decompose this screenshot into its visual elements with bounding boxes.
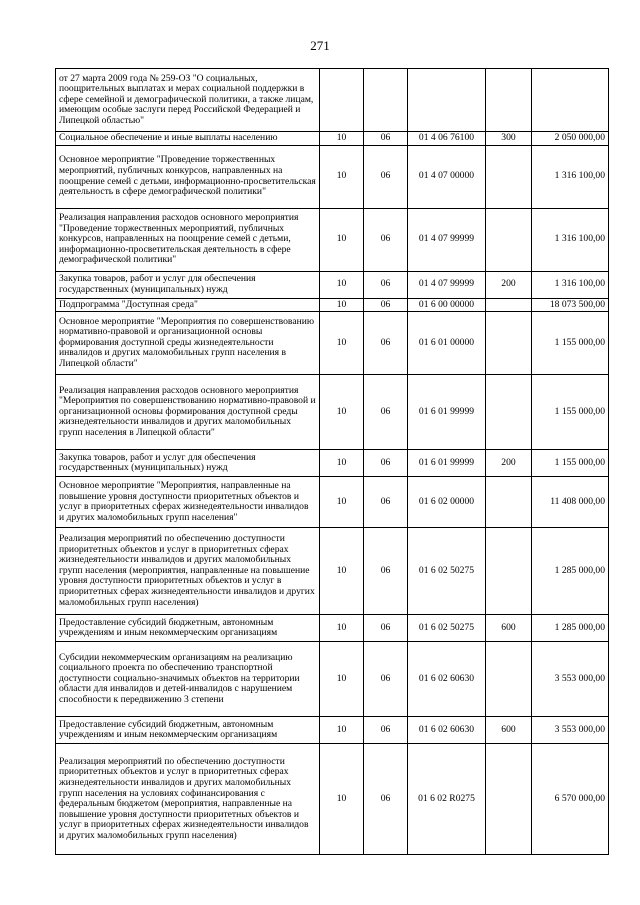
row-name-cell: Реализация мероприятий по обеспечению доступности приоритетных объектов и услуг в приоритетных сферах жизнедеятельности инвалидов и других маломобильных групп населения (мероприятия, направленные на повышение уровня доступности приоритетных объектов и услуг в приоритетных сферах жизнедеятельности инвалидов и других маломобильных групп населения) [56,528,320,615]
target-code-cell: 01 6 02 00000 [408,477,486,528]
section-cell: 10 [320,298,364,312]
amount-cell: 1 316 100,00 [532,208,609,271]
row-name-cell: Закупка товаров, работ и услуг для обеспечения государственных (муниципальных) нужд [56,450,320,477]
subsection-cell: 06 [364,271,408,298]
target-code-cell: 01 6 01 99999 [408,375,486,450]
expense-type-cell: 200 [486,450,532,477]
amount-cell: 1 285 000,00 [532,528,609,615]
table-row [56,642,609,717]
section-cell: 10 [320,477,364,528]
subsection-cell: 06 [364,744,408,855]
target-code-cell: 01 4 07 00000 [408,145,486,208]
target-code-cell: 01 6 02 50275 [408,615,486,642]
table-row [56,477,609,528]
target-code-cell: 01 6 02 50275 [408,528,486,615]
expense-type-cell [486,312,532,375]
section-cell: 10 [320,271,364,298]
amount-cell: 6 570 000,00 [532,744,609,855]
expense-type-cell [486,375,532,450]
amount-cell: 1 285 000,00 [532,615,609,642]
row-name-cell: Основное мероприятие "Мероприятия по совершенствованию нормативно-правовой и организационной основы формирования доступной среды жизнедеятельности инвалидов и других маломобильных групп населения в Липецкой области" [56,312,320,375]
target-code-cell: 01 6 02 R0275 [408,744,486,855]
section-cell: 10 [320,528,364,615]
section-cell [320,69,364,132]
amount-cell: 2 050 000,00 [532,132,609,146]
section-cell: 10 [320,145,364,208]
section-cell: 10 [320,717,364,744]
expense-type-cell: 300 [486,132,532,146]
expense-type-cell [486,642,532,717]
subsection-cell [364,69,408,132]
table-row [56,450,609,477]
table-row [56,744,609,855]
expense-type-cell [486,145,532,208]
section-cell: 10 [320,615,364,642]
row-name-cell: Основное мероприятие "Проведение торжественных мероприятий, публичных конкурсов, направленных на поощрение семей с детьми, информационно-просветительская деятельность в сфере демографической политики" [56,145,320,208]
row-name-cell: Реализация направления расходов основного мероприятия "Проведение торжественных мероприятий, публичных конкурсов, направленных на поощрение семей с детьми, информационно-просветительская деятельность в сфере демографической политики" [56,208,320,271]
expense-type-cell [486,69,532,132]
section-cell: 10 [320,132,364,146]
subsection-cell: 06 [364,477,408,528]
row-name-cell: Реализация направления расходов основного мероприятия "Мероприятия по совершенствованию нормативно-правовой и организационной основы формирования доступной среды жизнедеятельности инвалидов и других маломобильных групп населения в Липецкой области" [56,375,320,450]
expense-type-cell [486,208,532,271]
table-row [56,132,609,146]
budget-table [55,68,609,855]
row-name-cell: Предоставление субсидий бюджетным, автономным учреждениям и иным некоммерческим организациям [56,615,320,642]
subsection-cell: 06 [364,717,408,744]
amount-cell: 1 316 100,00 [532,271,609,298]
subsection-cell: 06 [364,298,408,312]
section-cell: 10 [320,642,364,717]
amount-cell: 11 408 000,00 [532,477,609,528]
subsection-cell: 06 [364,375,408,450]
subsection-cell: 06 [364,528,408,615]
target-code-cell [408,69,486,132]
expense-type-cell: 600 [486,717,532,744]
expense-type-cell [486,477,532,528]
target-code-cell: 01 6 01 00000 [408,312,486,375]
subsection-cell: 06 [364,208,408,271]
amount-cell: 18 073 500,00 [532,298,609,312]
expense-type-cell [486,528,532,615]
table-row [56,717,609,744]
table-row [56,69,609,132]
table-row [56,312,609,375]
expense-type-cell: 200 [486,271,532,298]
expense-type-cell [486,744,532,855]
amount-cell [532,69,609,132]
section-cell: 10 [320,312,364,375]
amount-cell: 1 316 100,00 [532,145,609,208]
target-code-cell: 01 6 00 00000 [408,298,486,312]
row-name-cell: Реализация мероприятий по обеспечению доступности приоритетных объектов и услуг в приоритетных сферах жизнедеятельности инвалидов и других маломобильных групп населения на условиях софинансирования с федеральным бюджетом (мероприятия, направленные на повышение уровня доступности приоритетных объектов и услуг в приоритетных сферах жизнедеятельности инвалидов и других маломобильных групп населения) [56,744,320,855]
amount-cell: 1 155 000,00 [532,450,609,477]
amount-cell: 3 553 000,00 [532,642,609,717]
expense-type-cell: 600 [486,615,532,642]
row-name-cell: Субсидии некоммерческим организациям на реализацию социального проекта по обеспечению транспортной доступности социально-значимых объектов на территории области для инвалидов и детей-инвалидов с нарушением способности к передвижению 3 степени [56,642,320,717]
subsection-cell: 06 [364,450,408,477]
section-cell: 10 [320,208,364,271]
row-name-cell: Основное мероприятие "Мероприятия, направленные на повышение уровня доступности приоритетных объектов и услуг в приоритетных сферах жизнедеятельности инвалидов и других маломобильных групп населения" [56,477,320,528]
row-name-cell: Закупка товаров, работ и услуг для обеспечения государственных (муниципальных) нужд [56,271,320,298]
table-row [56,145,609,208]
target-code-cell: 01 6 01 99999 [408,450,486,477]
page-number: 271 [310,38,330,53]
target-code-cell: 01 4 06 76100 [408,132,486,146]
section-cell: 10 [320,450,364,477]
row-name-cell: Подпрограмма "Доступная среда" [56,298,320,312]
section-cell: 10 [320,744,364,855]
row-name-cell: от 27 марта 2009 года № 259-ОЗ "О социальных, поощрительных выплатах и мерах социальной поддержки в сфере семейной и демографической политики, а также лицам, имеющим особые заслуги перед Российской Федерацией и Липецкой областью" [56,69,320,132]
subsection-cell: 06 [364,145,408,208]
target-code-cell: 01 6 02 60630 [408,642,486,717]
row-name-cell: Социальное обеспечение и иные выплаты населению [56,132,320,146]
amount-cell: 3 553 000,00 [532,717,609,744]
table-row [56,208,609,271]
table-row [56,615,609,642]
target-code-cell: 01 4 07 99999 [408,208,486,271]
table-row [56,298,609,312]
subsection-cell: 06 [364,642,408,717]
section-cell: 10 [320,375,364,450]
amount-cell: 1 155 000,00 [532,375,609,450]
target-code-cell: 01 6 02 60630 [408,717,486,744]
table-row [56,271,609,298]
target-code-cell: 01 4 07 99999 [408,271,486,298]
row-name-cell: Предоставление субсидий бюджетным, автономным учреждениям и иным некоммерческим организациям [56,717,320,744]
amount-cell: 1 155 000,00 [532,312,609,375]
subsection-cell: 06 [364,312,408,375]
expense-type-cell [486,298,532,312]
subsection-cell: 06 [364,132,408,146]
subsection-cell: 06 [364,615,408,642]
table-row [56,375,609,450]
table-row [56,528,609,615]
